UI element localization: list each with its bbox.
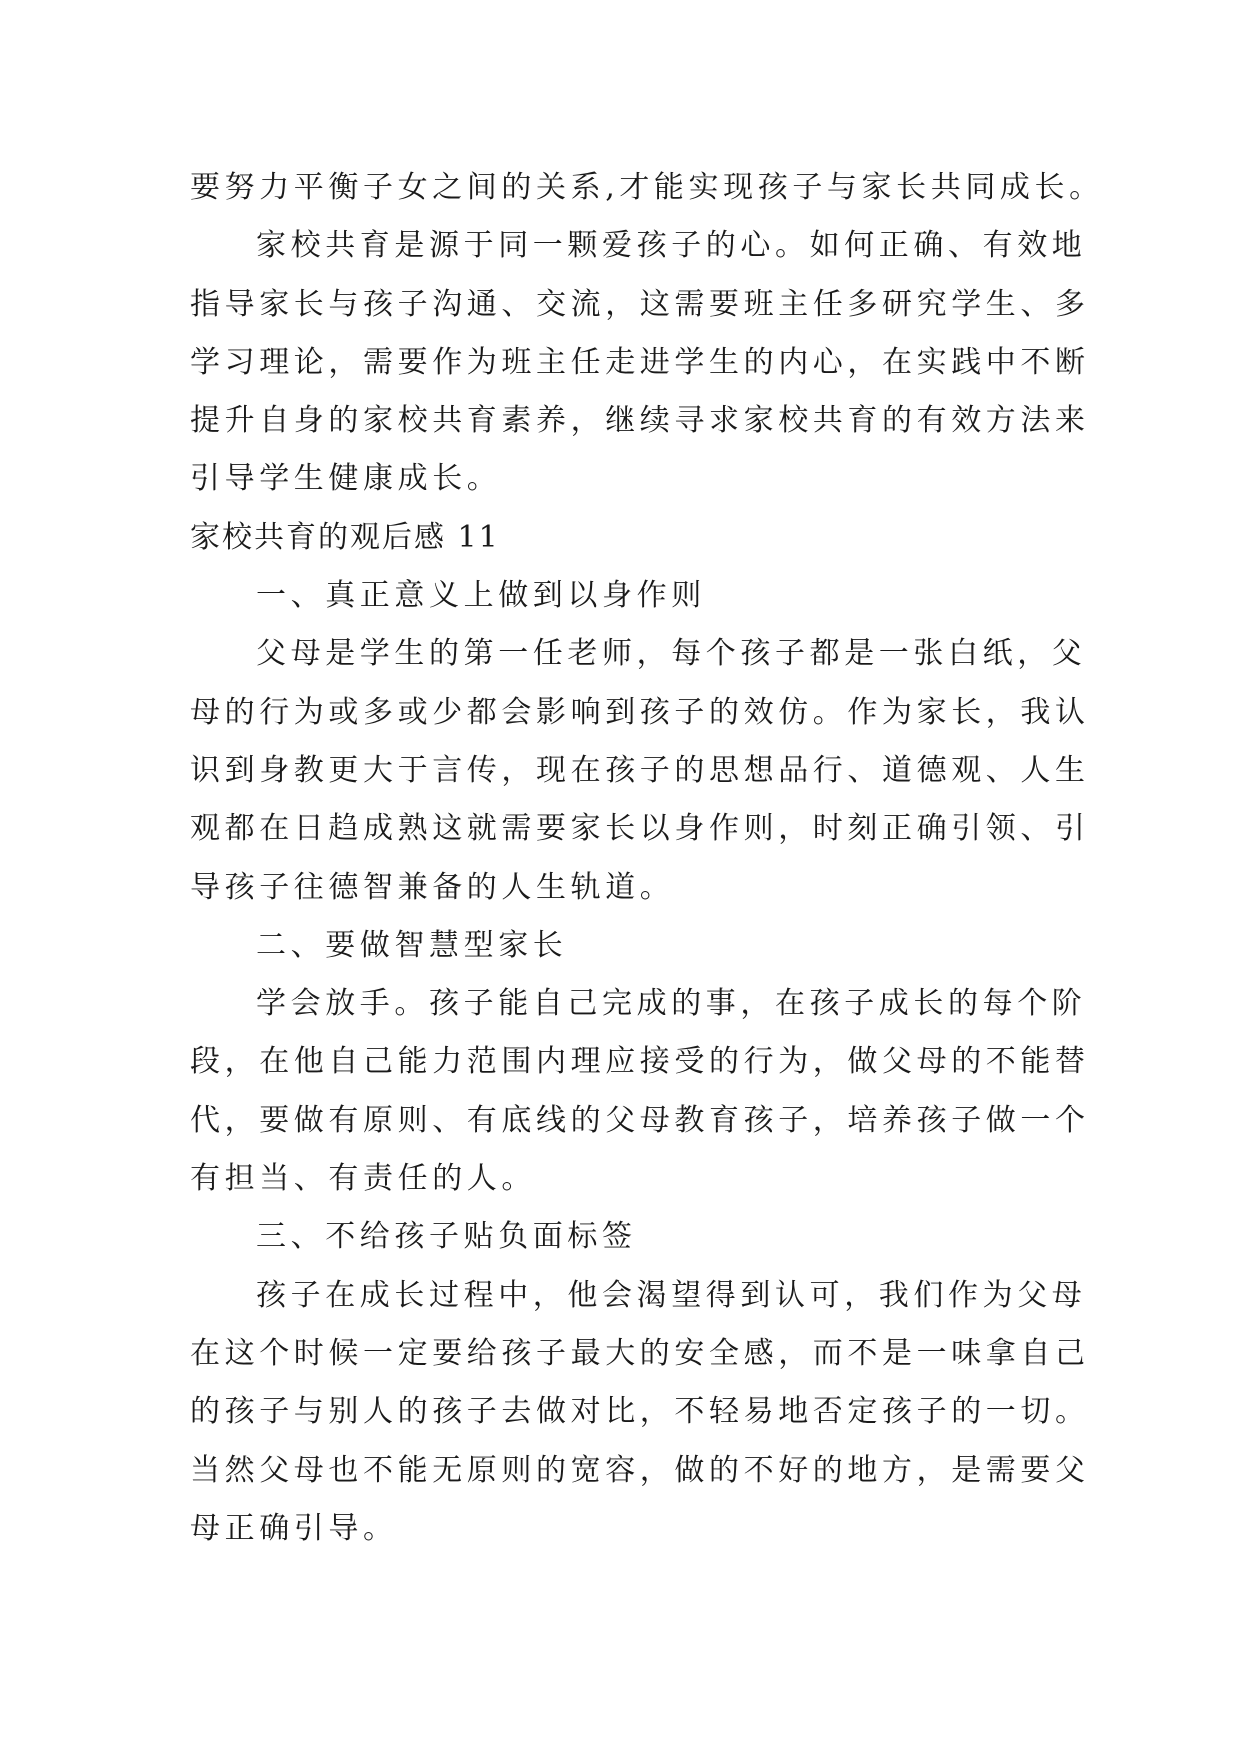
paragraph-line: 家校共育是源于同一颗爱孩子的心。如何正确、有效地 (256, 228, 1087, 264)
paragraph-line: 识到身教更大于言传，现在孩子的思想品行、道德观、人生 (190, 752, 1090, 788)
paragraph-line: 孩子在成长过程中，他会渴望得到认可，我们作为父母 (256, 1277, 1087, 1313)
paragraph-line: 在这个时候一定要给孩子最大的安全感，而不是一味拿自己 (190, 1335, 1090, 1371)
section-heading: 二、要做智慧型家长 (256, 927, 568, 963)
paragraph-line: 指导家长与孩子沟通、交流，这需要班主任多研究学生、多 (190, 286, 1090, 322)
paragraph-line: 母正确引导。 (190, 1510, 398, 1546)
paragraph-line: 父母是学生的第一任老师，每个孩子都是一张白纸，父 (256, 636, 1087, 672)
paragraph-line: 要努力平衡子女之间的关系,才能实现孩子与家长共同成长。 (190, 170, 1104, 205)
paragraph-line: 引导学生健康成长。 (190, 461, 502, 497)
paragraph-line: 当然父母也不能无原则的宽容，做的不好的地方，是需要父 (190, 1452, 1090, 1488)
document-body (190, 159, 1104, 1558)
paragraph-line: 学习理论，需要作为班主任走进学生的内心，在实践中不断 (190, 344, 1090, 380)
paragraph-line: 提升自身的家校共育素养，继续寻求家校共育的有效方法来 (190, 403, 1090, 439)
section-title: 家校共育的观后感 11 (190, 519, 500, 555)
paragraph-line: 有担当、有责任的人。 (190, 1161, 536, 1197)
paragraph-line: 学会放手。孩子能自己完成的事，在孩子成长的每个阶 (256, 986, 1087, 1022)
section-heading: 一、真正意义上做到以身作则 (256, 578, 706, 614)
paragraph-line: 导孩子往德智兼备的人生轨道。 (190, 869, 675, 905)
paragraph-line: 的孩子与别人的孩子去做对比，不轻易地否定孩子的一切。 (190, 1394, 1090, 1430)
paragraph-line: 段，在他自己能力范围内理应接受的行为，做父母的不能替 (190, 1044, 1090, 1080)
paragraph-line: 观都在日趋成熟这就需要家长以身作则，时刻正确引领、引 (190, 811, 1090, 847)
paragraph-line: 代，要做有原则、有底线的父母教育孩子，培养孩子做一个 (190, 1102, 1090, 1138)
paragraph-line: 母的行为或多或少都会影响到孩子的效仿。作为家长，我认 (190, 694, 1090, 730)
section-heading: 三、不给孩子贴负面标签 (256, 1219, 637, 1255)
